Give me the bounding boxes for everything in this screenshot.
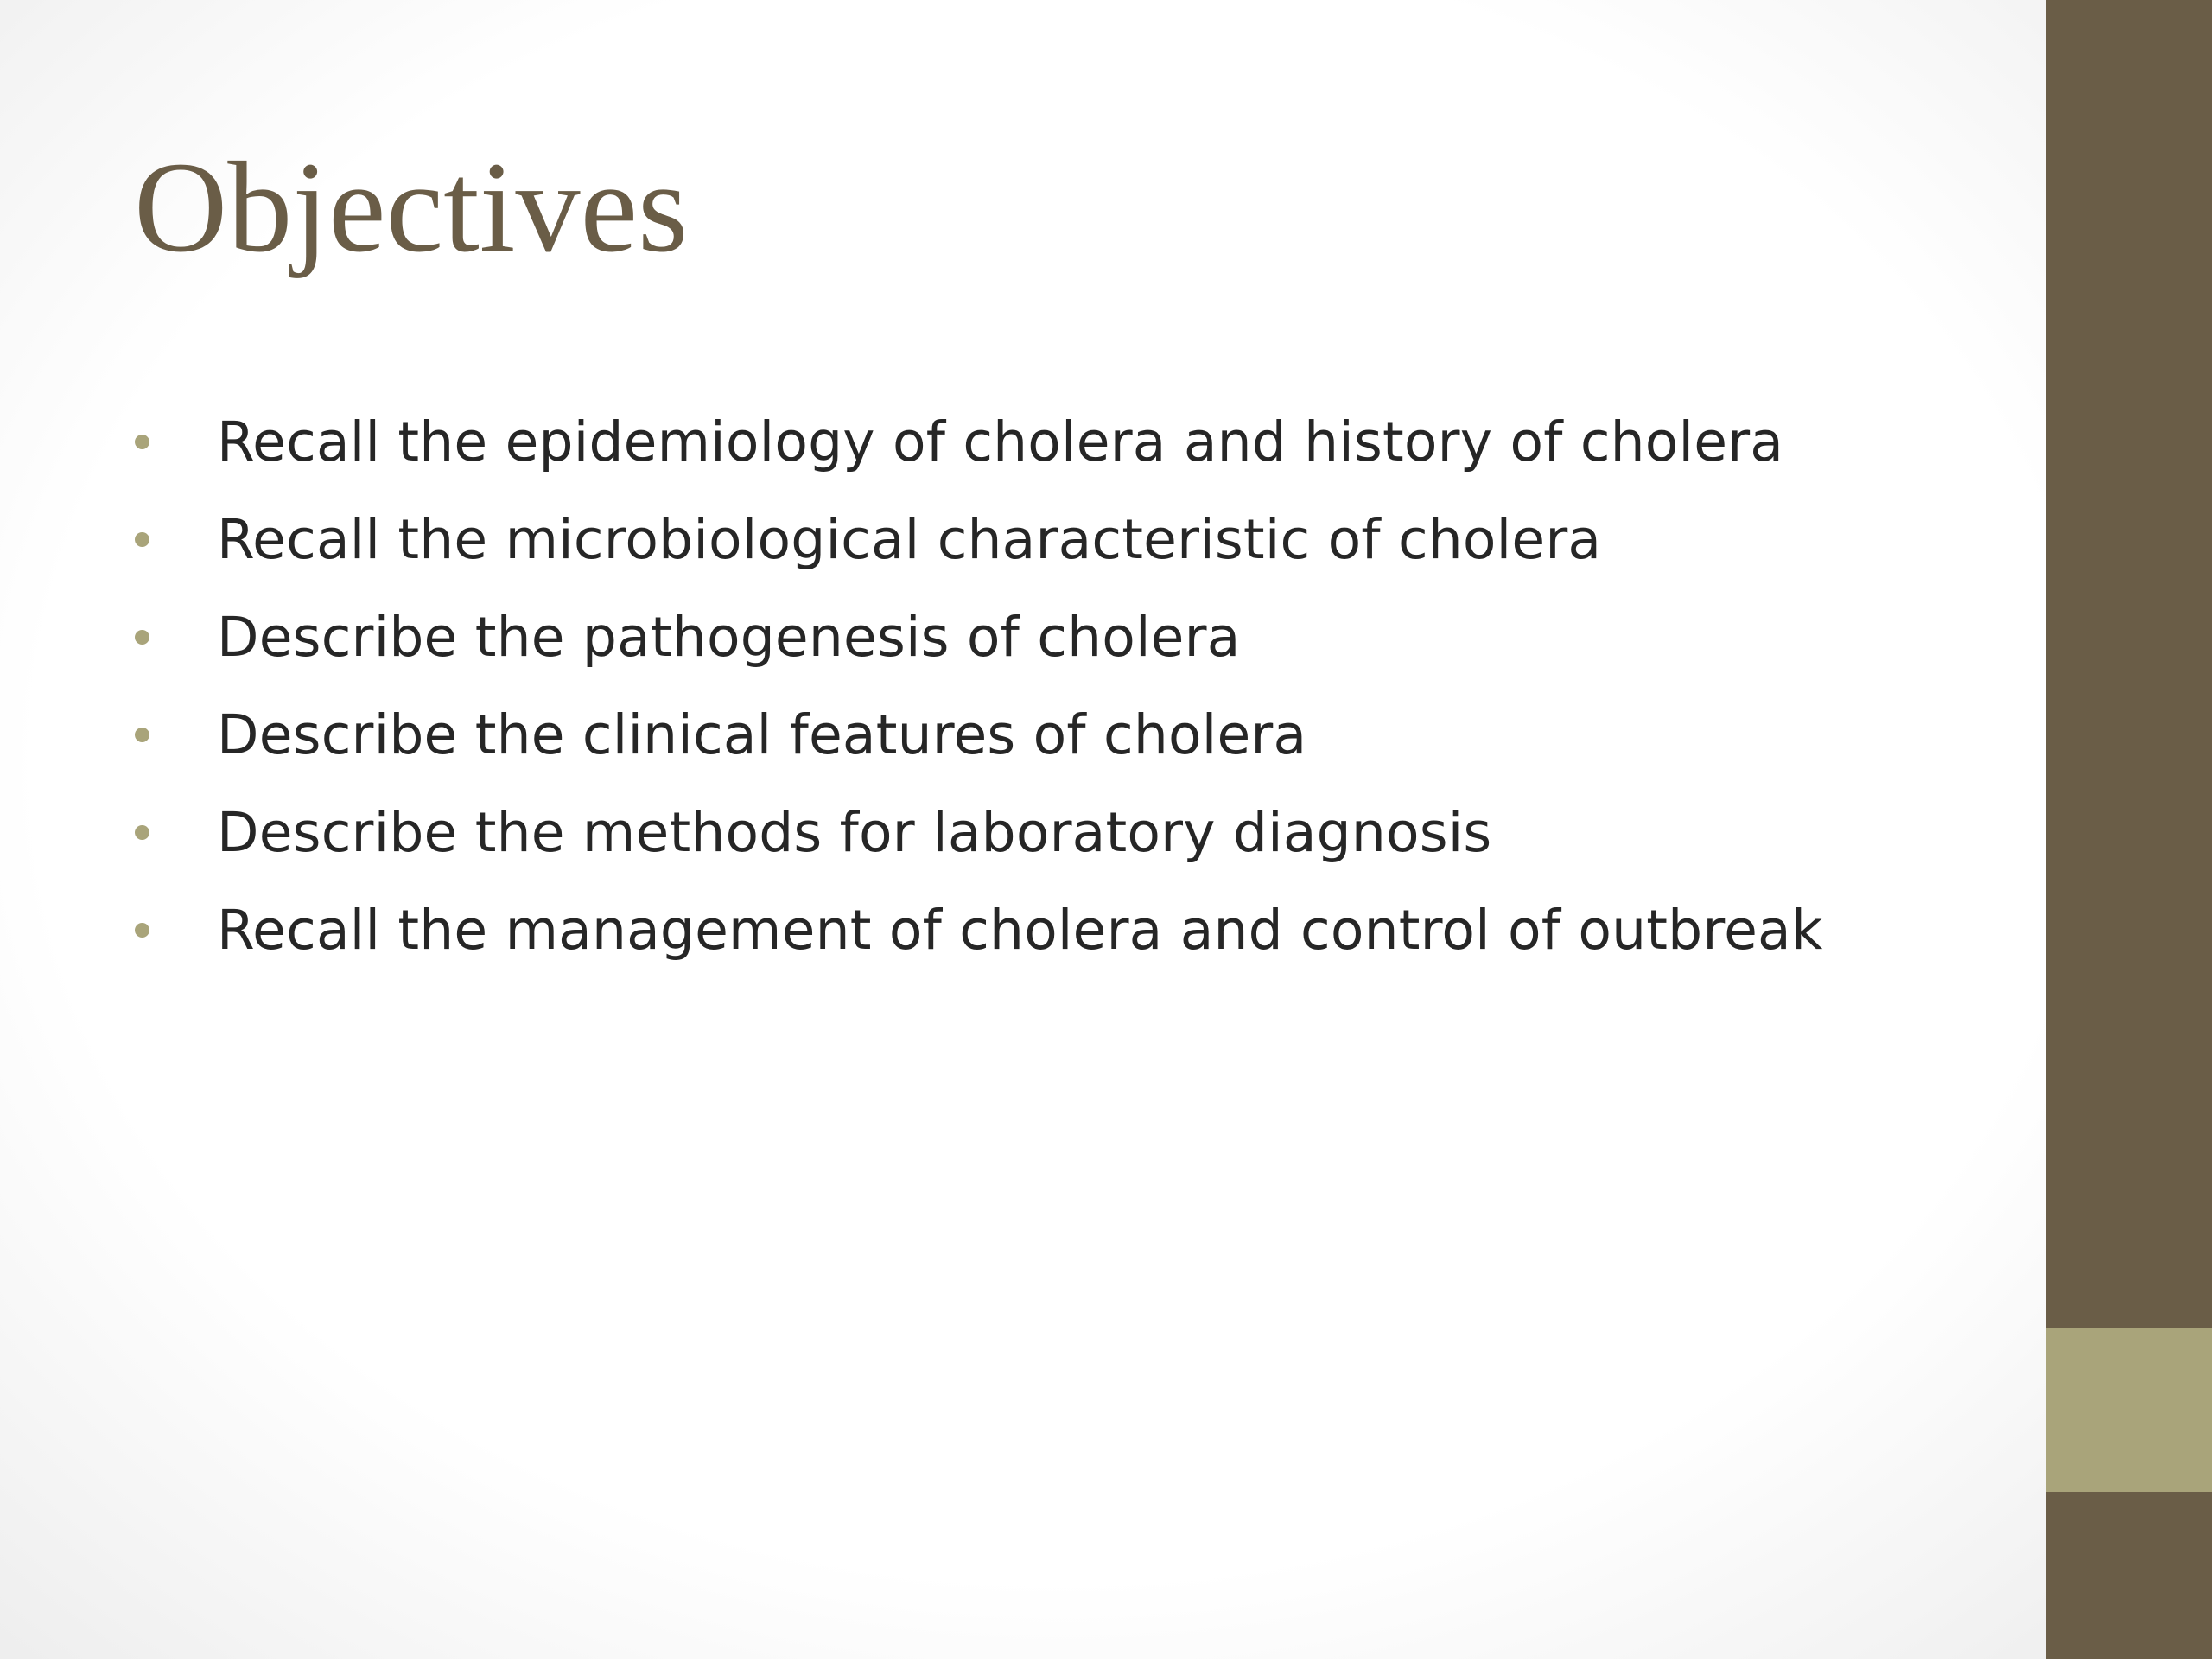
bullet-icon: [135, 825, 149, 840]
list-item-text: Recall the epidemiology of cholera and history of cholera: [217, 410, 1784, 474]
side-accent: [2046, 1328, 2212, 1492]
list-item: [130, 491, 1823, 588]
bullet-icon: [135, 923, 149, 938]
bullet-icon: [135, 532, 149, 547]
list-item-text: Recall the management of cholera and control of outbreak: [217, 899, 1823, 962]
list-item-text: Describe the clinical features of cholera: [217, 703, 1307, 766]
list-item: [130, 784, 1823, 881]
list-item-text: Describe the methods for laboratory diagnosis: [217, 801, 1492, 864]
list-item: [130, 588, 1823, 686]
list-item: [130, 393, 1823, 491]
list-item: [130, 881, 1823, 979]
list-item: [130, 686, 1823, 784]
bullet-icon: [135, 728, 149, 742]
slide-title: Objectives: [134, 136, 689, 279]
objectives-list: [130, 393, 1823, 979]
list-item-text: Describe the pathogenesis of cholera: [217, 606, 1241, 669]
list-item-text: Recall the microbiological characteristic of cholera: [217, 508, 1602, 571]
bullet-icon: [135, 435, 149, 449]
bullet-icon: [135, 630, 149, 645]
